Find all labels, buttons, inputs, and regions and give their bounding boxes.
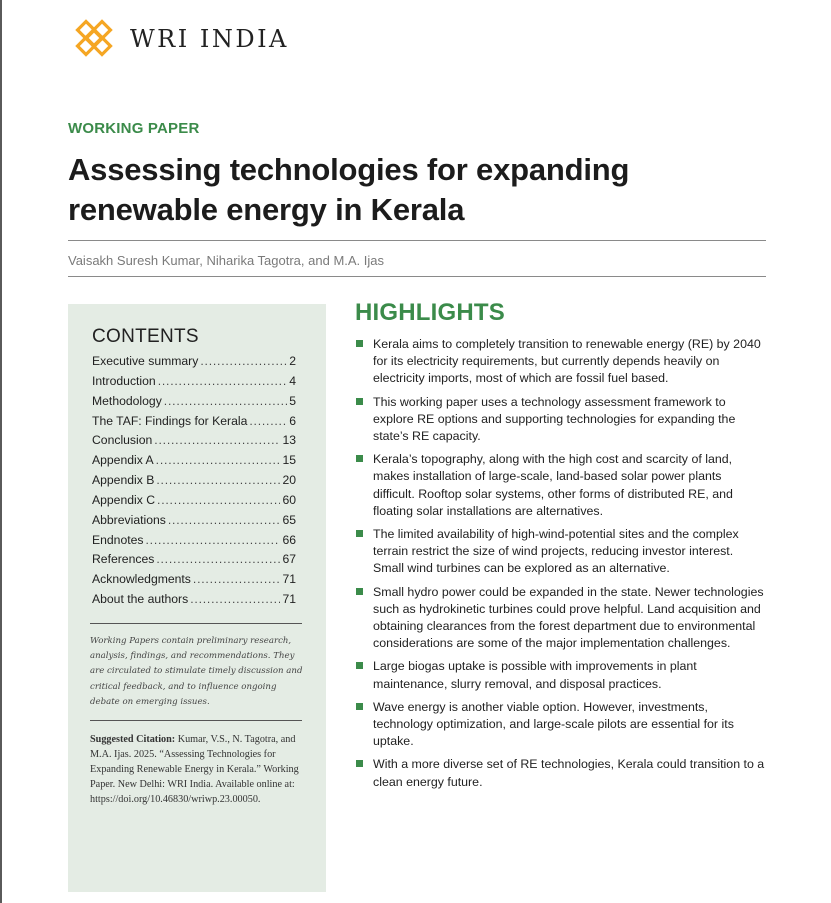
square-bullet-icon xyxy=(356,340,363,347)
working-paper-note: Working Papers contain preliminary research, analysis, findings, and recommendations. They are circulated to stimulate timely discussion and critical feedback, and to influence ongoing debate on emerging issues. xyxy=(90,636,303,707)
toc-item[interactable] xyxy=(92,531,296,551)
toc-item-label: Appendix A xyxy=(92,453,154,468)
toc-item-label: Appendix C xyxy=(92,492,156,507)
toc-item-label: Appendix B xyxy=(92,473,155,488)
highlight-text: The limited availability of high-wind-potential sites and the complex terrain restrict the size of wind projects, reducing investor interest. Small wind turbines can be explored as an alternative. xyxy=(373,527,739,576)
highlight-item xyxy=(356,336,766,388)
highlight-item xyxy=(356,699,766,751)
authors-divider xyxy=(68,276,766,277)
toc-item[interactable] xyxy=(92,372,296,392)
toc-leader-dots xyxy=(146,531,281,551)
highlight-item xyxy=(356,451,766,520)
toc-item-label: Abbreviations xyxy=(92,512,166,527)
highlight-item xyxy=(356,526,766,578)
toc-item-page: 67 xyxy=(282,552,296,567)
toc-leader-dots xyxy=(156,451,281,471)
toc-item[interactable] xyxy=(92,590,296,610)
document-title: Assessing technologies for expanding renewable energy in Kerala xyxy=(68,152,630,227)
toc-leader-dots xyxy=(156,471,280,491)
toc-leader-dots xyxy=(193,570,281,590)
toc-item[interactable] xyxy=(92,352,296,372)
toc-item-label: Endnotes xyxy=(92,532,144,547)
toc-leader-dots xyxy=(157,491,280,511)
highlight-text: Small hydro power could be expanded in the state. Newer technologies such as hydrokinetic turbines could prove helpful. Land acquisition and obtaining clearances from the forest department due to environmental considerations are some of the major implementation challenges. xyxy=(373,584,764,651)
toc-leader-dots xyxy=(156,550,280,570)
toc-item-label: Conclusion xyxy=(92,433,153,448)
highlight-item xyxy=(356,658,766,692)
document-type-label: WORKING PAPER xyxy=(68,120,200,137)
square-bullet-icon xyxy=(356,455,363,462)
toc-leader-dots xyxy=(164,392,287,412)
toc-item-page: 6 xyxy=(289,413,296,428)
square-bullet-icon xyxy=(356,662,363,669)
toc-item-page: 15 xyxy=(282,453,296,468)
toc-item-page: 71 xyxy=(282,572,296,587)
toc-leader-dots xyxy=(190,590,280,610)
suggested-citation xyxy=(90,732,302,807)
toc-item-label: Executive summary xyxy=(92,354,199,368)
square-bullet-icon xyxy=(356,760,363,767)
toc-item-label: References xyxy=(92,552,155,567)
citation-text: Kumar, V.S., N. Tagotra, and M.A. Ijas. 2025. “Assessing Technologies for Expanding Renewable Energy in Kerala.” Working Paper. New Delhi: WRI India. Available online at: https://doi.org/10.46830/wriwp.23.00050. xyxy=(90,734,299,805)
contents-sidebar xyxy=(68,304,326,892)
wri-india-logo xyxy=(70,14,289,62)
highlight-item xyxy=(356,756,766,790)
table-of-contents xyxy=(92,352,296,610)
toc-item-page: 4 xyxy=(289,373,296,388)
toc-item[interactable] xyxy=(92,570,296,590)
toc-item[interactable] xyxy=(92,550,296,570)
toc-item[interactable] xyxy=(92,431,296,451)
toc-leader-dots xyxy=(249,412,287,432)
toc-item-label: Introduction xyxy=(92,373,156,388)
toc-item[interactable] xyxy=(92,471,296,491)
toc-leader-dots xyxy=(168,511,281,531)
toc-item-page: 13 xyxy=(282,433,296,448)
toc-item-page: 5 xyxy=(289,393,296,408)
square-bullet-icon xyxy=(356,588,363,595)
sidebar-divider-bottom xyxy=(90,720,302,721)
toc-item-page: 65 xyxy=(282,512,296,527)
toc-item-page: 20 xyxy=(282,473,296,488)
highlight-text: Large biogas uptake is possible with improvements in plant maintenance, slurry removal, and disposal practices. xyxy=(373,659,697,691)
highlight-item xyxy=(356,584,766,653)
toc-item-page: 60 xyxy=(282,492,296,507)
highlight-text: This working paper uses a technology assessment framework to explore RE options and supporting technologies for expanding the state’s RE capacity. xyxy=(373,394,736,444)
toc-item[interactable] xyxy=(92,491,296,511)
toc-leader-dots xyxy=(158,372,288,392)
contents-heading: CONTENTS xyxy=(92,326,199,347)
citation-label: Suggested Citation: xyxy=(90,734,176,745)
toc-item[interactable] xyxy=(92,511,296,531)
highlight-text: With a more diverse set of RE technologies, Kerala could transition to a clean energy future. xyxy=(373,757,765,789)
toc-item-label: Methodology xyxy=(92,393,162,408)
toc-item-page: 66 xyxy=(282,532,296,547)
logo-wordmark: WRI INDIA xyxy=(130,25,289,53)
toc-item[interactable] xyxy=(92,451,296,471)
sidebar-divider-top xyxy=(90,623,302,624)
toc-item[interactable] xyxy=(92,412,296,432)
highlight-text: Kerala aims to completely transition to renewable energy (RE) by 2040 for its electricity requirements, but currently depends heavily on electricity imports, most of which are fossil fuel based. xyxy=(373,337,761,386)
toc-item-label: The TAF: Findings for Kerala xyxy=(92,413,248,428)
highlight-text: Kerala’s topography, along with the high cost and scarcity of land, makes installation of large-scale, land-based solar power plants difficult. Rooftop solar systems, other forms of distributed RE, and floating solar installations are alternatives. xyxy=(373,452,733,518)
toc-item-label: Acknowledgments xyxy=(92,572,191,587)
highlight-item xyxy=(356,394,766,446)
highlights-list xyxy=(356,336,766,797)
authors-line: Vaisakh Suresh Kumar, Niharika Tagotra, and M.A. Ijas xyxy=(68,253,385,268)
toc-leader-dots xyxy=(154,431,280,451)
square-bullet-icon xyxy=(356,703,363,710)
title-divider xyxy=(68,240,766,241)
wri-logo-mark-icon xyxy=(70,14,118,62)
toc-leader-dots xyxy=(200,352,287,372)
highlight-text: Wave energy is another viable option. However, investments, technology optimization, and large-scale pilots are essential for its uptake. xyxy=(373,699,734,749)
toc-item-label: About the authors xyxy=(92,592,189,607)
toc-item-page: 2 xyxy=(289,354,296,368)
toc-item[interactable] xyxy=(92,392,296,412)
highlights-heading: HIGHLIGHTS xyxy=(355,299,505,326)
square-bullet-icon xyxy=(356,530,363,537)
page-edge-rule xyxy=(0,0,2,903)
toc-item-page: 71 xyxy=(282,592,296,607)
square-bullet-icon xyxy=(356,398,363,405)
